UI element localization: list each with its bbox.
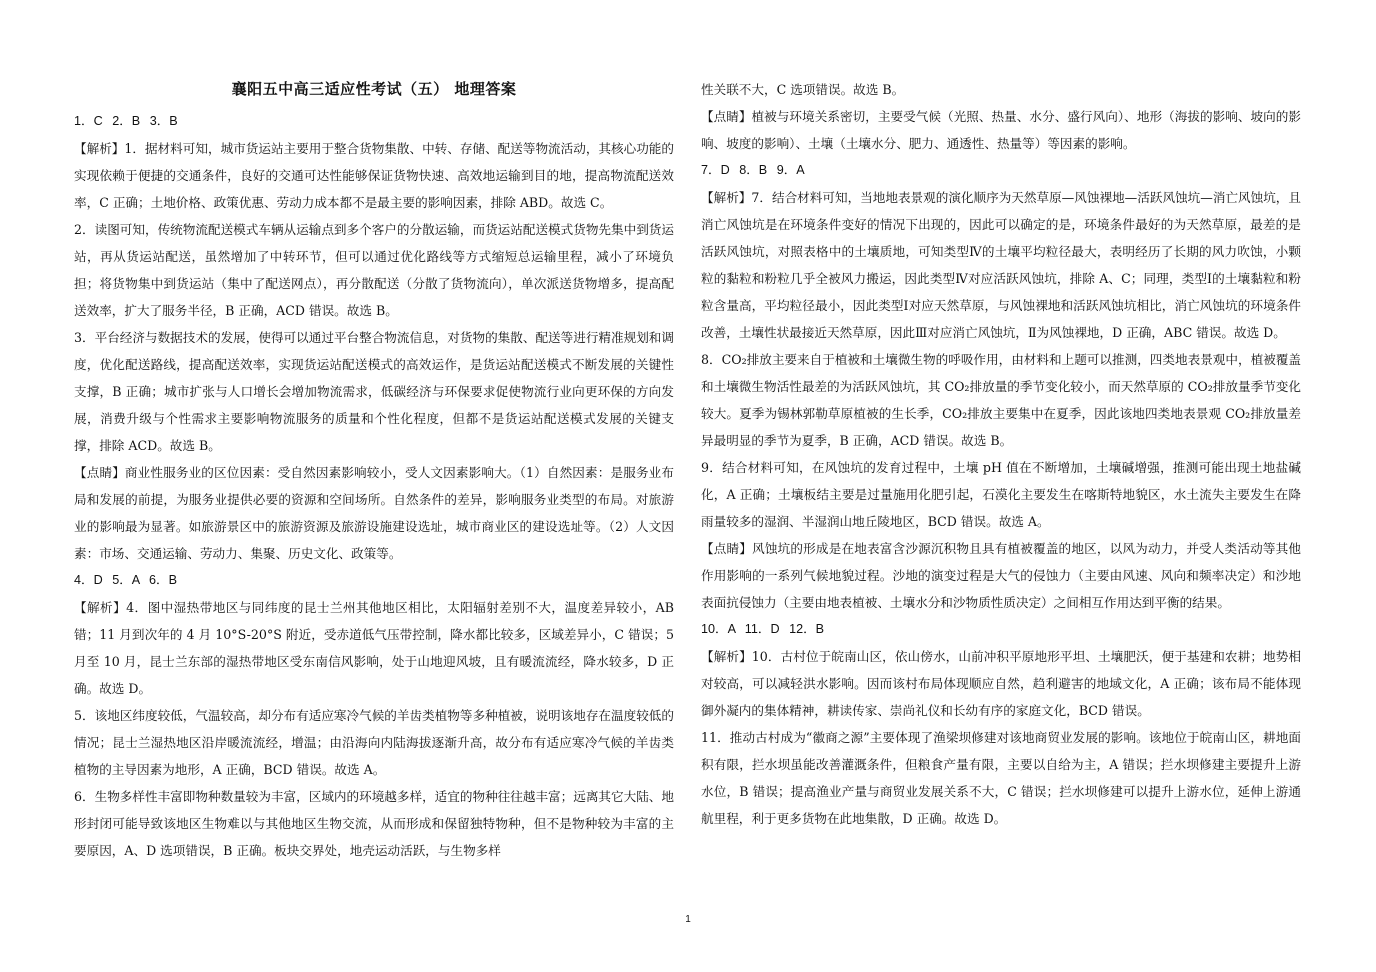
- paragraph: 2．读图可知，传统物流配送模式车辆从运输点到多个客户的分散运输，而货运站配送模式货物先集中到货运站，再从货运站配送，虽然增加了中转环节，但可以通过优化路线等方式缩短总运输里程，减小了环境负担；将货物集中到货运站（集中了配送网点），再分散配送（分散了货物流向），单次派送货物增多，提高配送效率，扩大了服务半径，B 正确，ACD 错误。故选 B。: [74, 222, 674, 318]
- answer-line: 7．D 8．B 9．A: [701, 163, 805, 177]
- paragraph: 【点睛】植被与环境关系密切，主要受气候（光照、热量、水分、盛行风向）、地形（海拔的影响、坡向的影响、坡度的影响）、土壤（土壤水分、肥力、通透性、热量等）等因素的影响。: [701, 109, 1301, 151]
- paragraph: 11．推动古村成为“徽商之源”主要体现了渔梁坝修建对该地商贸业发展的影响。该地位于皖南山区，耕地面积有限，拦水坝虽能改善灌溉条件，但粮食产量有限，主要以自给为主，A 错误；拦水坝修建主要提升上游水位，B 错误；提高渔业产量与商贸业发展关系不大，C 错误；拦水坝修建可以提升上游水位，延伸上游通航里程，利于更多货物在此地集散，D 正确。故选 D。: [701, 730, 1301, 826]
- left-column: [74, 76, 674, 864]
- paragraph: 性关联不大，C 选项错误。故选 B。: [701, 82, 905, 97]
- page-number: 1: [685, 914, 691, 925]
- paragraph: 9．结合材料可知，在风蚀坑的发育过程中，土壤 pH 值在不断增加，土壤碱增强，推测可能出现土地盐碱化，A 正确；土壤板结主要是过量施用化肥引起，石漠化主要发生在喀斯特地貌区，水土流失主要发生在降雨量较多的湿润、半湿润山地丘陵地区，BCD 错误。故选 A。: [701, 460, 1301, 529]
- paragraph: 【点睛】商业性服务业的区位因素：受自然因素影响较小，受人文因素影响大。（1）自然因素：是服务业布局和发展的前提，为服务业提供必要的资源和空间场所。自然条件的差异，影响服务业类型的布局。对旅游业的影响最为显著。如旅游景区中的旅游资源及旅游设施建设选址，城市商业区的建设选址等。（2）人文因素：市场、交通运输、劳动力、集聚、历史文化、政策等。: [74, 465, 674, 561]
- answer-line: 10．A 11．D 12．B: [701, 622, 825, 636]
- paragraph: 【解析】7．结合材料可知，当地地表景观的演化顺序为天然草原—风蚀裸地—活跃风蚀坑—消亡风蚀坑，且消亡风蚀坑是在环境条件变好的情况下出现的，因此可以确定的是，环境条件最好的为天然草原，最差的是活跃风蚀坑，对照表格中的土壤质地，可知类型Ⅳ的土壤平均粒径最大，表明经历了长期的风力吹蚀，小颗粒的黏粒和粉粒几乎全被风力搬运，因此类型Ⅳ对应活跃风蚀坑，排除 A、C；同理，类型Ⅰ的土壤黏粒和粉粒含量高，平均粒径最小，因此类型Ⅰ对应天然草原，与风蚀裸地和活跃风蚀坑相比，消亡风蚀坑的环境条件改善，土壤性状最接近天然草原，因此Ⅲ对应消亡风蚀坑，Ⅱ为风蚀裸地，D 正确，ABC 错误。故选 D。: [701, 190, 1301, 340]
- paragraph: 【点睛】风蚀坑的形成是在地表富含沙源沉积物且具有植被覆盖的地区，以风为动力，并受人类活动等其他作用影响的一系列气候地貌过程。沙地的演变过程是大气的侵蚀力（主要由风速、风向和频率决定）和沙地表面抗侵蚀力（主要由地表植被、土壤水分和沙物质性质决定）之间相互作用达到平衡的结果。: [701, 541, 1301, 610]
- paragraph: 6．生物多样性丰富即物种数量较为丰富，区域内的环境越多样，适宜的物种往往越丰富；远离其它大陆、地形封闭可能导致该地区生物难以与其他地区生物交流，从而形成和保留独特物种，但不是物种较为丰富的主要原因，A、D 选项错误，B 正确。板块交界处，地壳运动活跃，与生物多样: [74, 789, 674, 858]
- paragraph: 【解析】1．据材料可知，城市货运站主要用于整合货物集散、中转、存储、配送等物流活动，其核心功能的实现依赖于便捷的交通条件，良好的交通可达性能够保证货物快速、高效地运输到目的地，提高物流配送效率，C 正确；土地价格、政策优惠、劳动力成本都不是最主要的影响因素，排除 ABD。故选 C。: [74, 141, 674, 210]
- paragraph: 5．该地区纬度较低，气温较高，却分布有适应寒冷气候的羊齿类植物等多种植被，说明该地存在温度较低的情况；昆士兰湿热地区沿岸暖流流经，增温；由沿海向内陆海拔逐渐升高，故分布有适应寒冷气候的羊齿类植物的主导因素为地形，A 正确，BCD 错误。故选 A。: [74, 708, 674, 777]
- answer-line: 1．C 2．B 3．B: [74, 114, 178, 128]
- page-title: 襄阳五中高三适应性考试（五） 地理答案: [231, 80, 517, 98]
- paragraph: 【解析】4．图中湿热带地区与同纬度的昆士兰州其他地区相比，太阳辐射差别不大，温度差异较小，AB 错；11 月到次年的 4 月 10°S-20°S 附近，受赤道低气压带控制，降水都比较多，区域差异小，C 错误；5 月至 10 月，昆士兰东部的湿热带地区受东南信风影响，处于山地迎风坡，且有暖流流经，降水较多，D 正确。故选 D。: [74, 600, 674, 696]
- answer-line: 4．D 5．A 6．B: [74, 573, 177, 587]
- paragraph: 【解析】10．古村位于皖南山区，依山傍水，山前冲积平原地形平坦、土壤肥沃，便于基建和农耕；地势相对较高，可以减轻洪水影响。因而该村布局体现顺应自然，趋利避害的地域文化，A 正确；该布局不能体现御外凝内的集体精神，耕读传家、崇尚礼仪和长幼有序的家庭文化，BCD 错误。: [701, 649, 1301, 718]
- paragraph: 8．CO₂排放主要来自于植被和土壤微生物的呼吸作用，由材料和上题可以推测，四类地表景观中，植被覆盖和土壤微生物活性最差的为活跃风蚀坑，其 CO₂排放量的季节变化较小，而天然草原的 CO₂排放量季节变化较大。夏季为锡林郭勒草原植被的生长季，CO₂排放主要集中在夏季，因此该地四类地表景观 CO₂排放量差异最明显的季节为夏季，B 正确，ACD 错误。故选 B。: [701, 352, 1301, 448]
- paragraph: 3．平台经济与数据技术的发展，使得可以通过平台整合物流信息，对货物的集散、配送等进行精准规划和调度，优化配送路线，提高配送效率，实现货运站配送模式的高效运作，是货运站配送模式不断发展的关键性支撑，B 正确；城市扩张与人口增长会增加物流需求，低碳经济与环保要求促使物流行业向更环保的方向发展，消费升级与个性需求主要影响物流服务的质量和个性化程度，但都不是货运站配送模式发展的关键支撑，排除 ACD。故选 B。: [74, 330, 674, 453]
- right-column: [701, 76, 1301, 832]
